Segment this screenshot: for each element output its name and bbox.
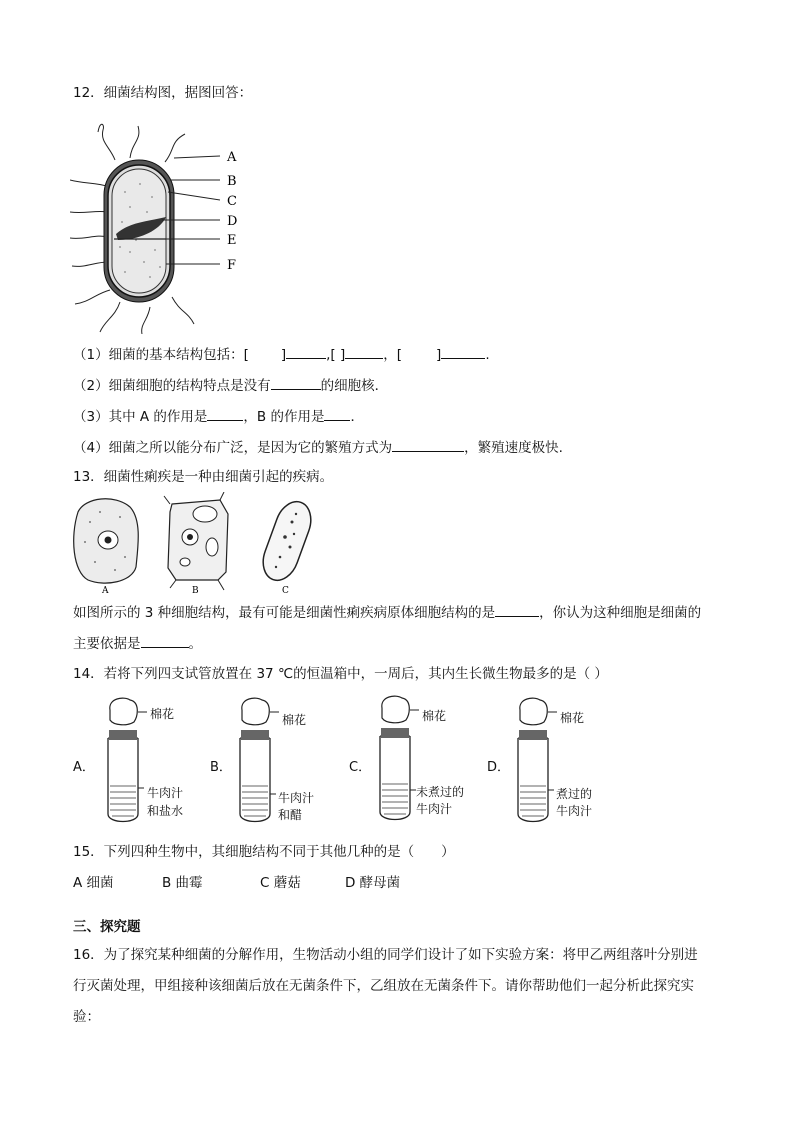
- tube-top-label: 棉花: [560, 711, 585, 725]
- label-d: D: [227, 214, 238, 229]
- cell-label-c: C: [282, 586, 289, 596]
- tube-top-label: 棉花: [150, 707, 175, 721]
- option-letter: A．: [73, 760, 95, 775]
- cell-label-b: B: [192, 586, 199, 596]
- test-tube-d: [510, 696, 560, 828]
- q15-title: 15．下列四种生物中，其细胞结构不同于其他几种的是（ ）: [73, 844, 455, 860]
- tube-top-label: 棉花: [422, 709, 447, 723]
- three-cells-diagram: [70, 492, 340, 596]
- q12-part2: （2）细菌细胞的结构特点是没有 的细胞核．: [73, 375, 388, 395]
- section-heading: 三、探究题: [73, 919, 141, 935]
- cell-b: [164, 492, 228, 590]
- q16-line3: 验：: [73, 1009, 100, 1025]
- q13-line2: 主要依据是 。: [73, 633, 202, 653]
- q16-line2: 行灭菌处理，甲组接种该细菌后放在无菌条件下，乙组放在无菌条件下。请你帮助他们一起分析此探究实: [73, 978, 694, 994]
- label-a: A: [227, 150, 237, 165]
- q15-choice-a[interactable]: A 细菌: [73, 875, 114, 891]
- label-c: C: [227, 194, 237, 209]
- test-tube-c: [372, 694, 422, 826]
- q12-part4: （4）细菌之所以能分布广泛，是因为它的繁殖方式为 ，繁殖速度极快.: [73, 437, 563, 457]
- tube-top-label: 棉花: [282, 713, 307, 727]
- q16-line1: 16．为了探究某种细菌的分解作用，生物活动小组的同学们设计了如下实验方案：将甲乙两组落叶分别进: [73, 947, 698, 963]
- label-e: E: [227, 233, 237, 248]
- tube-bottom-label-1: 牛肉汁: [278, 791, 315, 805]
- cell-c: [257, 497, 317, 586]
- bacteria-structure-diagram: [70, 122, 260, 334]
- tube-bottom-label-2: 和盐水: [147, 804, 184, 818]
- test-tube-b: [232, 696, 282, 828]
- label-f: F: [227, 258, 237, 273]
- tube-bottom-label-1: 煮过的: [556, 787, 593, 801]
- q14-title: 14．若将下列四支试管放置在 37 ℃的恒温箱中，一周后，其内生长微生物最多的是（ ）: [73, 666, 608, 682]
- q13-line1: 如图所示的 3 种细胞结构，最有可能是细菌性痢疾病原体细胞结构的是 ，你认为这种细胞是细菌的: [73, 602, 701, 622]
- test-tube-a: [100, 696, 150, 828]
- tube-bottom-label-2: 和醋: [278, 808, 303, 822]
- q12-part3: （3）其中 A 的作用是 ，B 的作用是 ．: [73, 406, 364, 426]
- option-letter: D．: [487, 760, 511, 775]
- q15-choice-d[interactable]: D 酵母菌: [345, 875, 401, 891]
- q15-choice-c[interactable]: C 蘑菇: [260, 875, 301, 891]
- tube-bottom-label-2: 牛肉汁: [416, 802, 453, 816]
- cell-label-a: A: [102, 586, 109, 596]
- option-letter: C．: [349, 760, 372, 775]
- option-letter: B．: [210, 760, 232, 775]
- q15-choice-b[interactable]: B 曲霉: [162, 875, 203, 891]
- tube-bottom-label-1: 未煮过的: [416, 785, 465, 799]
- q13-title: 13．细菌性痢疾是一种由细菌引起的疾病。: [73, 469, 334, 485]
- tube-bottom-label-2: 牛肉汁: [556, 804, 593, 818]
- q12-title: 12．细菌结构图，据图回答：: [73, 85, 253, 101]
- q12-part1: （1）细菌的基本结构包括：[ ] ,[ ] ，[ ] .: [73, 344, 490, 364]
- label-b: B: [227, 174, 237, 189]
- cell-a: [74, 499, 139, 583]
- tube-bottom-label-1: 牛肉汁: [147, 786, 184, 800]
